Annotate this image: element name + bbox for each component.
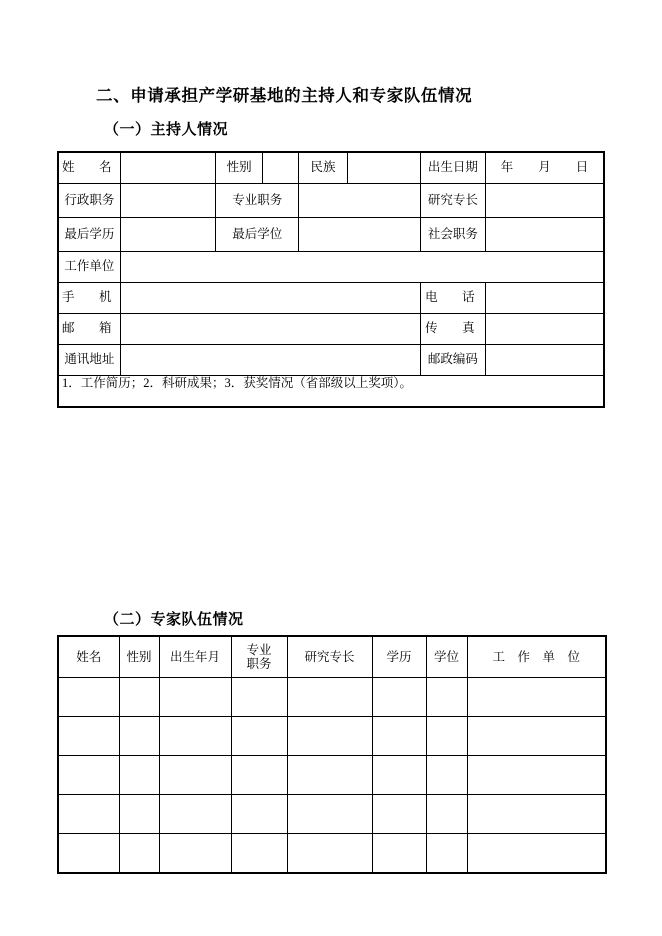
- cell-degree[interactable]: [426, 678, 467, 717]
- cell-specialty[interactable]: [287, 756, 372, 795]
- cell-gender[interactable]: [119, 717, 159, 756]
- cell-name[interactable]: [58, 678, 119, 717]
- label-name: 姓 名: [58, 152, 120, 184]
- table-row: [58, 678, 606, 717]
- host-person-table: [57, 151, 605, 408]
- cell-specialty[interactable]: [287, 717, 372, 756]
- field-research-specialty[interactable]: [486, 184, 604, 218]
- column-header-professional-post: [231, 636, 287, 678]
- cell-birth[interactable]: [159, 717, 231, 756]
- label-professional-post: 专业职务: [216, 184, 299, 218]
- cell-work-unit[interactable]: [467, 678, 606, 717]
- column-header-work-unit: 工 作 单 位: [467, 636, 606, 678]
- cell-name[interactable]: [58, 795, 119, 834]
- cell-education[interactable]: [372, 678, 426, 717]
- label-fax: 传 真: [420, 314, 485, 345]
- column-header-gender: 性别: [119, 636, 159, 678]
- cell-education[interactable]: [372, 756, 426, 795]
- label-address: 通讯地址: [58, 345, 120, 376]
- table-row: [58, 795, 606, 834]
- cell-specialty[interactable]: [287, 795, 372, 834]
- cell-name[interactable]: [58, 717, 119, 756]
- label-ethnicity: 民族: [299, 152, 347, 184]
- field-education[interactable]: [120, 218, 215, 252]
- label-phone: 电 话: [420, 283, 485, 314]
- cell-degree[interactable]: [426, 834, 467, 874]
- subsection-heading-experts: （二）专家队伍情况: [104, 612, 244, 628]
- label-work-unit: 工作单位: [58, 252, 120, 283]
- notes-instruction[interactable]: 1．工作简历；2．科研成果；3．获奖情况（省部级以上奖项）。: [58, 376, 604, 408]
- table-row: [58, 345, 604, 376]
- cell-birth[interactable]: [159, 795, 231, 834]
- table-header-row: [58, 636, 606, 678]
- column-header-specialty: 研究专长: [287, 636, 372, 678]
- field-birthdate[interactable]: 年 月 日: [486, 152, 604, 184]
- cell-specialty[interactable]: [287, 678, 372, 717]
- table-row: [58, 717, 606, 756]
- cell-education[interactable]: [372, 795, 426, 834]
- column-header-education: 学历: [372, 636, 426, 678]
- column-header-post-line2: 职务: [246, 657, 272, 671]
- table-row: [58, 376, 604, 408]
- cell-gender[interactable]: [119, 834, 159, 874]
- label-research-specialty: 研究专长: [420, 184, 485, 218]
- cell-birth[interactable]: [159, 834, 231, 874]
- cell-education[interactable]: [372, 717, 426, 756]
- page-title: 二、申请承担产学研基地的主持人和专家队伍情况: [96, 87, 473, 105]
- cell-birth[interactable]: [159, 678, 231, 717]
- field-mobile[interactable]: [120, 283, 420, 314]
- label-education: 最后学历: [58, 218, 120, 252]
- table-row: [58, 756, 606, 795]
- field-fax[interactable]: [486, 314, 604, 345]
- column-header-degree: 学位: [426, 636, 467, 678]
- table-row: [58, 218, 604, 252]
- cell-name[interactable]: [58, 756, 119, 795]
- field-email[interactable]: [120, 314, 420, 345]
- label-mobile: 手 机: [58, 283, 120, 314]
- column-header-birth: 出生年月: [159, 636, 231, 678]
- cell-work-unit[interactable]: [467, 834, 606, 874]
- column-header-post-line1: 专业: [246, 642, 272, 657]
- label-degree: 最后学位: [216, 218, 299, 252]
- field-ethnicity[interactable]: [347, 152, 420, 184]
- label-postcode: 邮政编码: [420, 345, 485, 376]
- cell-degree[interactable]: [426, 756, 467, 795]
- table-row: [58, 834, 606, 874]
- field-gender[interactable]: [263, 152, 299, 184]
- subsection-heading-host: （一）主持人情况: [104, 122, 229, 138]
- cell-work-unit[interactable]: [467, 756, 606, 795]
- field-professional-post[interactable]: [299, 184, 420, 218]
- label-social-post: 社会职务: [420, 218, 485, 252]
- table-row: [58, 283, 604, 314]
- label-gender: 性别: [216, 152, 263, 184]
- field-postcode[interactable]: [486, 345, 604, 376]
- table-row: [58, 184, 604, 218]
- cell-degree[interactable]: [426, 717, 467, 756]
- field-social-post[interactable]: [486, 218, 604, 252]
- field-phone[interactable]: [486, 283, 604, 314]
- cell-post[interactable]: [231, 834, 287, 874]
- cell-post[interactable]: [231, 678, 287, 717]
- cell-gender[interactable]: [119, 756, 159, 795]
- cell-gender[interactable]: [119, 678, 159, 717]
- table-row: [58, 314, 604, 345]
- label-email: 邮 箱: [58, 314, 120, 345]
- cell-gender[interactable]: [119, 795, 159, 834]
- table-row: [58, 252, 604, 283]
- cell-post[interactable]: [231, 717, 287, 756]
- cell-name[interactable]: [58, 834, 119, 874]
- field-work-unit[interactable]: [120, 252, 604, 283]
- column-header-name: 姓名: [58, 636, 119, 678]
- table-row: [58, 152, 604, 184]
- cell-education[interactable]: [372, 834, 426, 874]
- cell-work-unit[interactable]: [467, 717, 606, 756]
- cell-specialty[interactable]: [287, 834, 372, 874]
- label-birthdate: 出生日期: [420, 152, 485, 184]
- cell-post[interactable]: [231, 795, 287, 834]
- cell-work-unit[interactable]: [467, 795, 606, 834]
- cell-birth[interactable]: [159, 756, 231, 795]
- expert-team-table: [57, 635, 607, 874]
- field-degree[interactable]: [299, 218, 420, 252]
- label-admin-post: 行政职务: [58, 184, 120, 218]
- field-admin-post[interactable]: [120, 184, 215, 218]
- cell-post[interactable]: [231, 756, 287, 795]
- field-address[interactable]: [120, 345, 420, 376]
- cell-degree[interactable]: [426, 795, 467, 834]
- field-name[interactable]: [120, 152, 215, 184]
